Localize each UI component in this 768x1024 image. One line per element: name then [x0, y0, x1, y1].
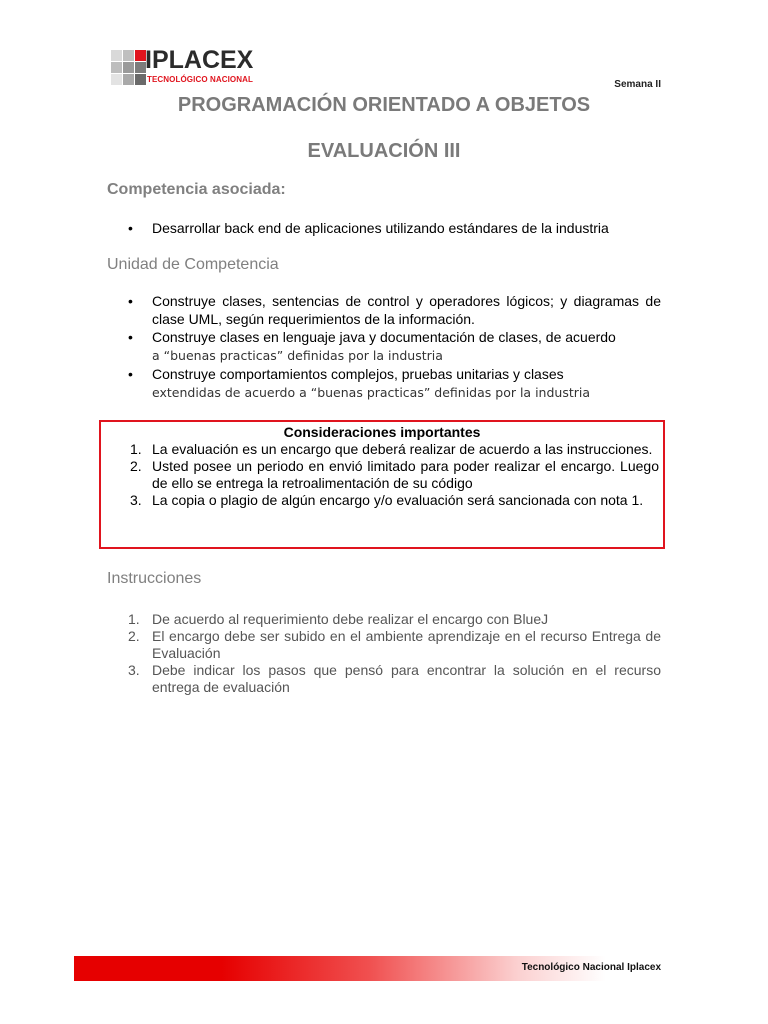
logo-name: IPLACEX — [145, 46, 254, 74]
consideraciones-list — [125, 441, 659, 509]
consideraciones-box — [99, 420, 665, 549]
bullet-icon: • — [128, 366, 133, 382]
list-item: • Construye clases en lenguaje java y documentación de clases, de acuerdo a “buenas practicas” definidas por la industria — [128, 329, 616, 363]
list-item: • Desarrollar back end de aplicaciones utilizando estándares de la industria — [128, 220, 609, 236]
logo-mosaic-icon — [111, 50, 147, 86]
logo-subtitle: TECNOLÓGICO NACIONAL — [147, 75, 253, 84]
list-item: 3. La copia o plagio de algún encargo y/o evaluación será sancionada con nota 1. — [130, 492, 644, 508]
instrucciones-list — [128, 611, 661, 696]
bullet-icon: • — [128, 220, 133, 236]
footer-text: Tecnológico Nacional Iplacex — [521, 962, 661, 973]
unidad-heading: Unidad de Competencia — [107, 256, 279, 273]
week-label: Semana II — [614, 79, 661, 90]
page-subtitle: EVALUACIÓN III — [307, 140, 461, 162]
list-item: 2. Usted posee un periodo en envió limitado para poder realizar el encargo. Luego de ello se entrega la retroalimentación de su código — [130, 458, 659, 491]
list-item: 2. El encargo debe ser subido en el ambiente aprendizaje en el recurso Entrega de Evaluación — [128, 628, 661, 661]
unidad-list — [128, 292, 661, 402]
bullet-icon: • — [128, 329, 133, 345]
consideraciones-title: Consideraciones importantes — [283, 424, 481, 440]
bullet-icon: • — [128, 293, 133, 309]
instrucciones-heading: Instrucciones — [107, 570, 202, 587]
list-item: 3. Debe indicar los pasos que pensó para encontrar la solución en el recurso entrega de evaluación — [128, 662, 661, 695]
iplacex-logo — [111, 48, 271, 88]
list-item: 1. De acuerdo al requerimiento debe realizar el encargo con BlueJ — [128, 611, 549, 627]
page-title: PROGRAMACIÓN ORIENTADO A OBJETOS — [177, 94, 591, 116]
competencia-list — [128, 219, 661, 237]
list-item: • Construye comportamientos complejos, pruebas unitarias y clases extendidas de acuerdo a “buenas practicas” definidas por la industria — [128, 366, 591, 400]
list-item: • Construye clases, sentencias de control y operadores lógicos; y diagramas de clase UML, según requerimientos de la información. — [128, 293, 661, 327]
competencia-heading: Competencia asociada: — [107, 181, 286, 198]
list-item: 1. La evaluación es un encargo que deberá realizar de acuerdo a las instrucciones. — [130, 441, 653, 457]
